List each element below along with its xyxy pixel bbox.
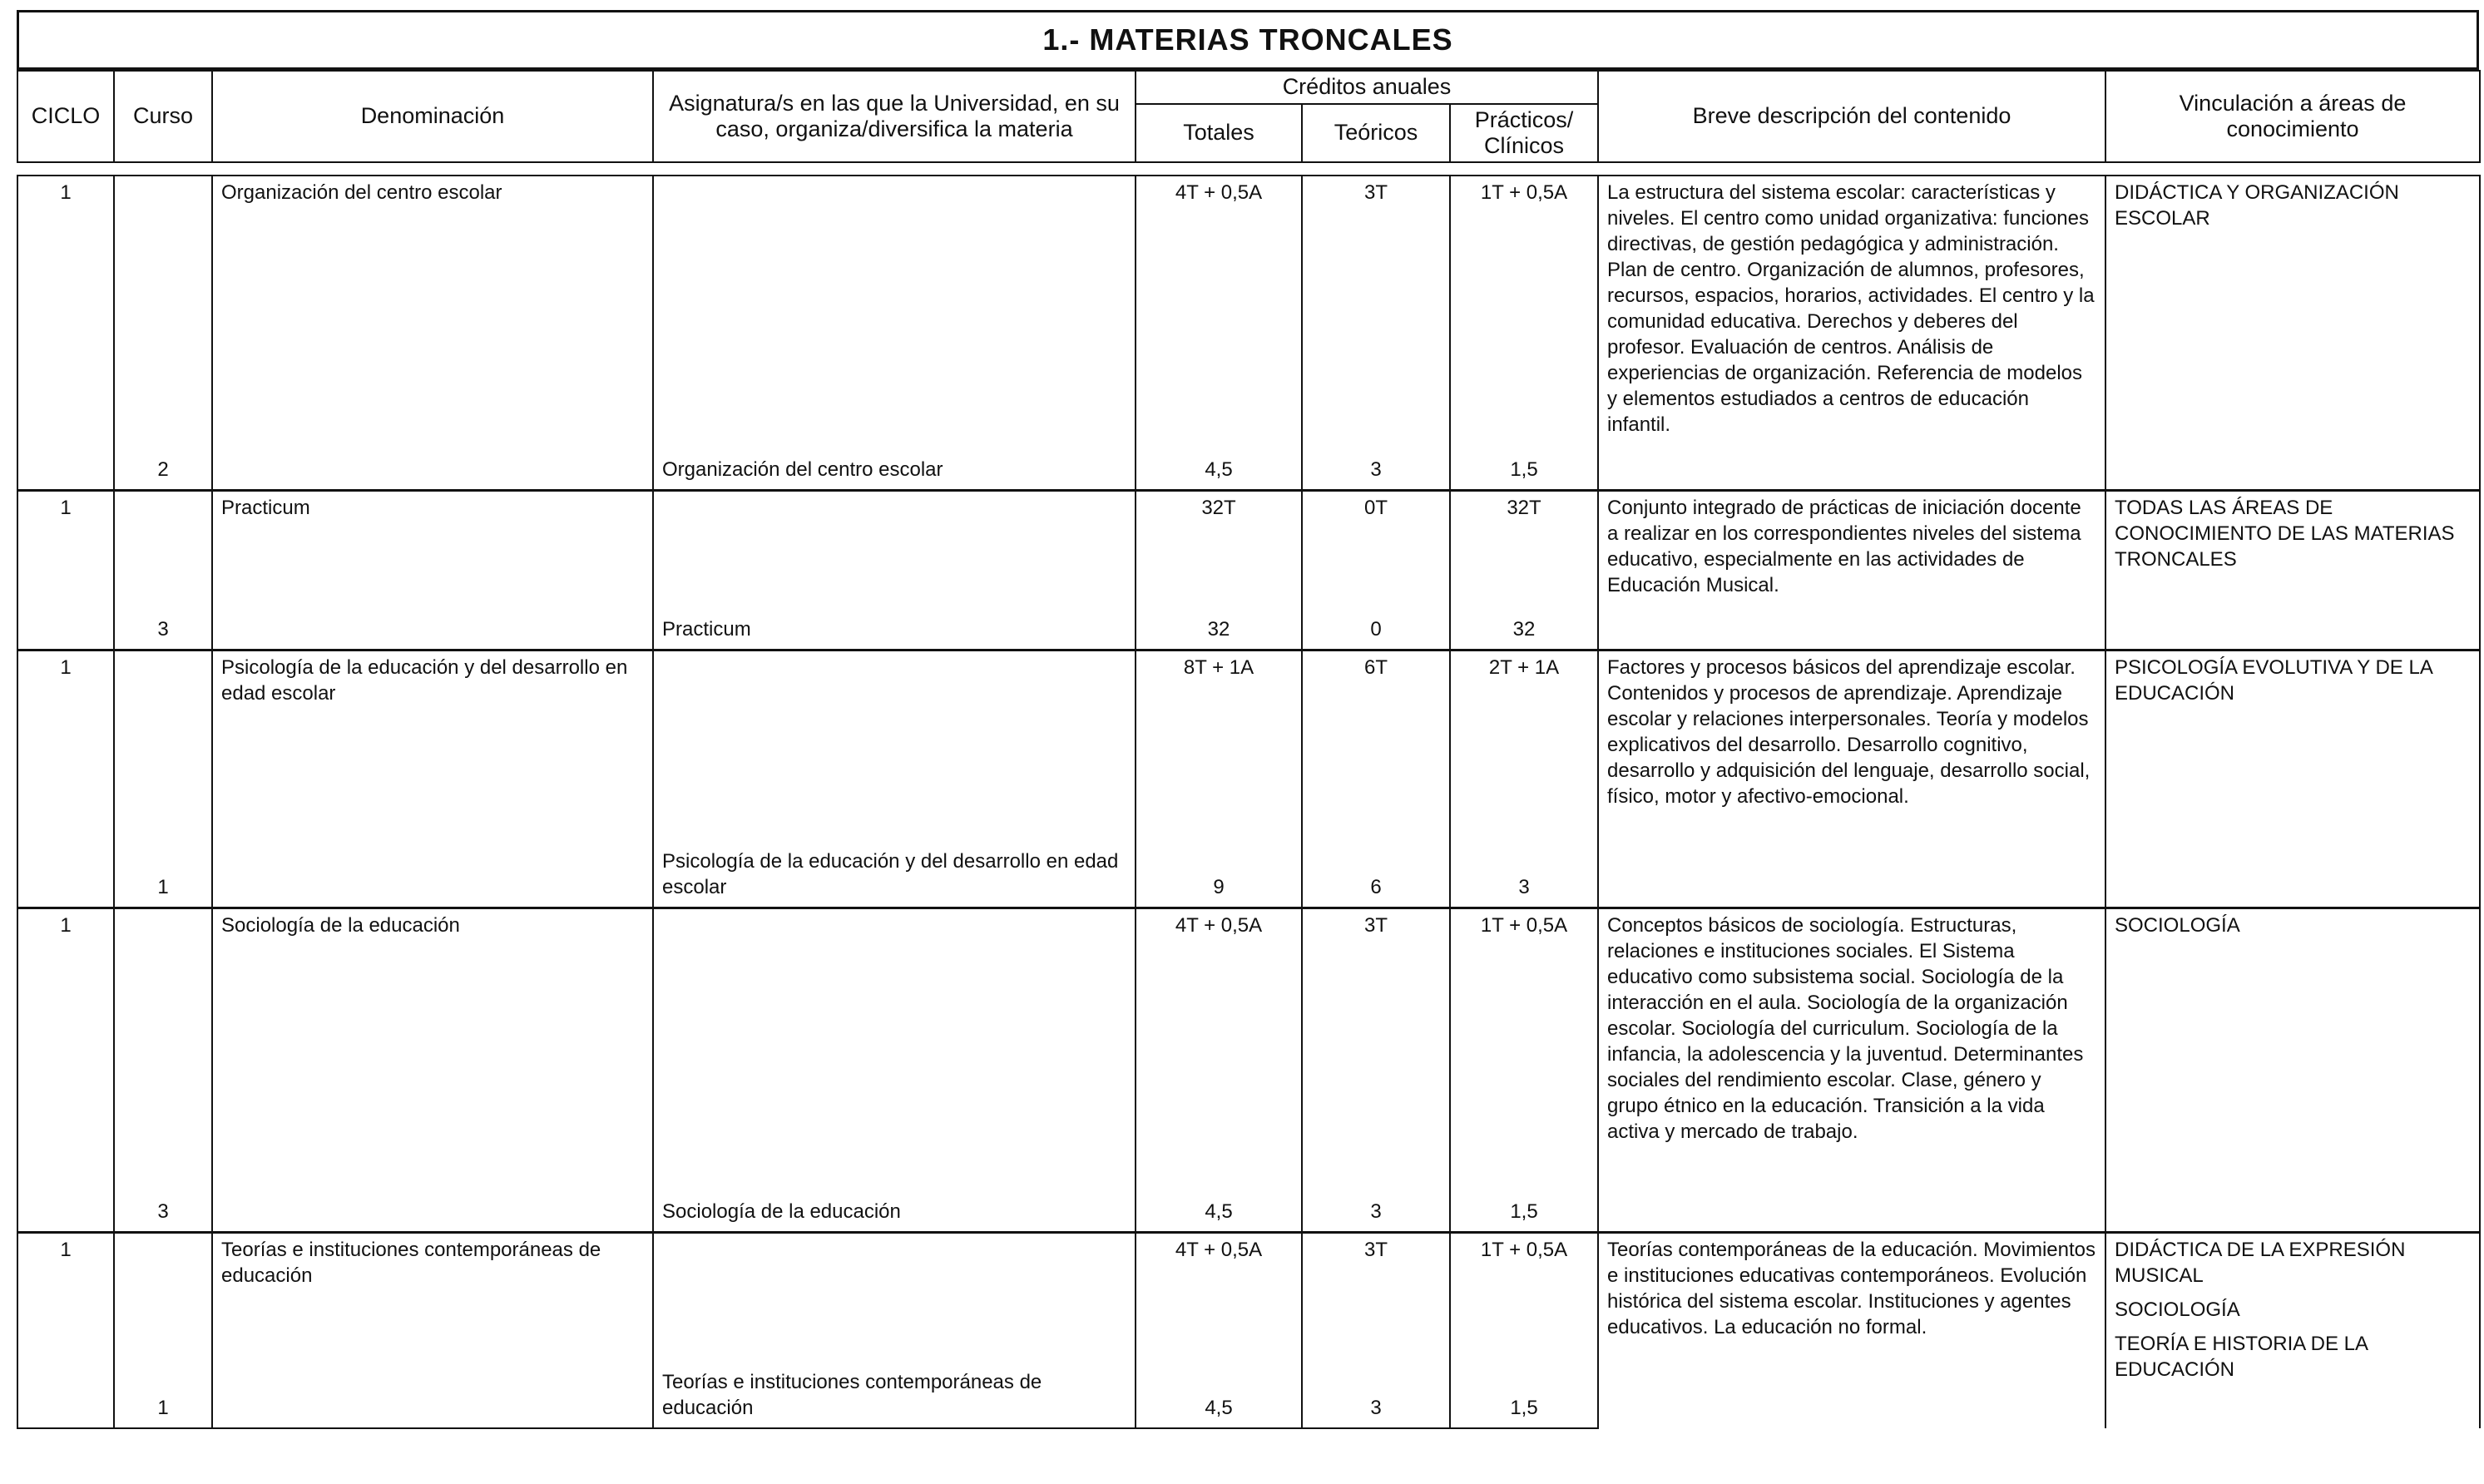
cell-curso-empty (114, 490, 212, 600)
header-vinculacion: Vinculación a áreas de conocimiento (2105, 71, 2480, 162)
cell-asignatura-empty (653, 490, 1136, 600)
cell-ciclo-empty (17, 841, 114, 908)
cell-totales-top: 32T (1136, 490, 1302, 600)
cell-practicos: 32 (1450, 600, 1598, 650)
cell-teoricos: 3 (1302, 1182, 1450, 1232)
cell-descripcion: Conjunto integrado de prácticas de iniciación docente a realizar en los correspondientes niveles del sistema educativo, especialmente en las actividades de Educación Musical. (1598, 490, 2105, 650)
cell-teoricos-top: 6T (1302, 650, 1450, 841)
cell-teoricos-top: 3T (1302, 908, 1450, 1182)
cell-practicos-top: 1T + 0,5A (1450, 176, 1598, 440)
area-label: PSICOLOGÍA EVOLUTIVA Y DE LA EDUCACIÓN (2115, 655, 2432, 705)
cell-practicos-top: 2T + 1A (1450, 650, 1598, 841)
cell-curso: 1 (114, 1365, 212, 1428)
cell-ciclo: 1 (17, 176, 114, 440)
cell-teoricos: 6 (1302, 841, 1450, 908)
cell-totales: 9 (1136, 841, 1302, 908)
area-label: DIDÁCTICA Y ORGANIZACIÓN ESCOLAR (2115, 181, 2399, 230)
cell-descripcion: Factores y procesos básicos del aprendizaje escolar. Contenidos y procesos de aprendizaje. Aprendizaje escolar y relaciones interpersonales. Teoría y modelos explicativos del desarrollo. Desarrollo cognitivo, desarrollo y adquisición del lenguaje, desarrollo social, físico, motor y afectivo-emocional. (1598, 650, 2105, 908)
cell-teoricos: 3 (1302, 440, 1450, 490)
cell-curso: 2 (114, 440, 212, 490)
cell-asignatura: Psicología de la educación y del desarrollo en edad escolar (653, 841, 1136, 908)
cell-practicos-top: 32T (1450, 490, 1598, 600)
header-creditos: Créditos anuales (1136, 71, 1598, 104)
page-title: 1.- MATERIAS TRONCALES (17, 10, 2479, 70)
cell-curso-empty (114, 1232, 212, 1365)
cell-areas (2105, 490, 2480, 650)
cell-areas (2105, 176, 2480, 490)
cell-asignatura-empty (653, 908, 1136, 1182)
cell-ciclo: 1 (17, 650, 114, 841)
cell-practicos: 3 (1450, 841, 1598, 908)
header-descripcion: Breve descripción del contenido (1598, 71, 2105, 162)
cell-teoricos-top: 0T (1302, 490, 1450, 600)
cell-asignatura: Sociología de la educación (653, 1182, 1136, 1232)
cell-curso-empty (114, 176, 212, 440)
cell-ciclo: 1 (17, 490, 114, 600)
cell-ciclo-empty (17, 600, 114, 650)
header-curso: Curso (114, 71, 212, 162)
cell-asignatura-empty (653, 650, 1136, 841)
cell-areas (2105, 1232, 2480, 1428)
cell-teoricos: 0 (1302, 600, 1450, 650)
cell-asignatura-empty (653, 1232, 1136, 1365)
cell-denominacion-empty (212, 1182, 653, 1232)
cell-curso: 1 (114, 841, 212, 908)
cell-areas (2105, 650, 2480, 908)
cell-descripcion: La estructura del sistema escolar: características y niveles. El centro como unidad organizativa: funciones directivas, de gestión pedagógica y administración. Plan de centro. Organización de alumnos, profesores, recursos, espacios, horarios, actividades. El centro y la comunidad educativa. Derechos y deberes del profesor. Evaluación de centros. Análisis de experiencias de organización. Referencia de modelos y elementos estudiados a centros de educación infantil. (1598, 176, 2105, 490)
header-asignaturas: Asignatura/s en las que la Universidad, en su caso, organiza/diversifica la materia (653, 71, 1136, 162)
cell-practicos: 1,5 (1450, 1182, 1598, 1232)
header-practicos: Prácticos/ Clínicos (1450, 104, 1598, 162)
cell-denominacion-empty (212, 841, 653, 908)
cell-denominacion-empty (212, 1365, 653, 1428)
cell-practicos-top: 1T + 0,5A (1450, 908, 1598, 1182)
area-label: SOCIOLOGÍA (2115, 913, 2240, 937)
cell-ciclo-empty (17, 1365, 114, 1428)
cell-practicos: 1,5 (1450, 1365, 1598, 1428)
cell-asignatura-empty (653, 176, 1136, 440)
cell-totales: 32 (1136, 600, 1302, 650)
table-row (17, 650, 2480, 841)
table-row (17, 490, 2480, 600)
cell-teoricos-top: 3T (1302, 176, 1450, 440)
cell-denominacion: Practicum (212, 490, 653, 600)
table-row (17, 908, 2480, 1182)
area-label: TEORÍA E HISTORIA DE LA EDUCACIÓN (2115, 1332, 2368, 1381)
cell-totales-top: 4T + 0,5A (1136, 908, 1302, 1182)
cell-teoricos: 3 (1302, 1365, 1450, 1428)
cell-ciclo: 1 (17, 1232, 114, 1365)
cell-totales-top: 8T + 1A (1136, 650, 1302, 841)
subjects-table (17, 175, 2481, 1429)
cell-practicos: 1,5 (1450, 440, 1598, 490)
cell-totales: 4,5 (1136, 440, 1302, 490)
area-label: DIDÁCTICA DE LA EXPRESIÓN MUSICAL (2115, 1238, 2406, 1287)
cell-totales: 4,5 (1136, 1365, 1302, 1428)
cell-totales: 4,5 (1136, 1182, 1302, 1232)
cell-curso: 3 (114, 1182, 212, 1232)
cell-asignatura: Organización del centro escolar (653, 440, 1136, 490)
cell-curso-empty (114, 650, 212, 841)
header-totales: Totales (1136, 104, 1302, 162)
cell-asignatura: Practicum (653, 600, 1136, 650)
table-header (17, 70, 2481, 163)
cell-ciclo-empty (17, 1182, 114, 1232)
table-row (17, 176, 2480, 440)
cell-areas (2105, 908, 2480, 1232)
cell-totales-top: 4T + 0,5A (1136, 1232, 1302, 1365)
cell-totales-top: 4T + 0,5A (1136, 176, 1302, 440)
cell-asignatura: Teorías e instituciones contemporáneas de educación (653, 1365, 1136, 1428)
area-label: SOCIOLOGÍA (2115, 1298, 2240, 1321)
cell-denominacion: Psicología de la educación y del desarrollo en edad escolar (212, 650, 653, 841)
cell-denominacion-empty (212, 440, 653, 490)
cell-denominacion: Sociología de la educación (212, 908, 653, 1182)
cell-descripcion: Teorías contemporáneas de la educación. Movimientos e instituciones educativas contemporáneos. Evolución histórica del sistema escolar. Instituciones y agentes educativos. La educación no formal. (1598, 1232, 2105, 1428)
cell-denominacion-empty (212, 600, 653, 650)
cell-denominacion: Organización del centro escolar (212, 176, 653, 440)
cell-denominacion: Teorías e instituciones contemporáneas de educación (212, 1232, 653, 1365)
cell-ciclo: 1 (17, 908, 114, 1182)
header-ciclo: CICLO (17, 71, 114, 162)
cell-curso-empty (114, 908, 212, 1182)
cell-descripcion: Conceptos básicos de sociología. Estructuras, relaciones e instituciones sociales. El Sistema educativo como subsistema social. Sociología de la interacción en el aula. Sociología de la organización escolar. Sociología del curriculum. Sociología de la infancia, la adolescencia y la juventud. Determinantes sociales del rendimiento escolar. Clase, género y grupo étnico en la educación. Transición a la vida activa y mercado de trabajo. (1598, 908, 2105, 1232)
cell-teoricos-top: 3T (1302, 1232, 1450, 1365)
header-teoricos: Teóricos (1302, 104, 1450, 162)
cell-curso: 3 (114, 600, 212, 650)
cell-ciclo-empty (17, 440, 114, 490)
table-row (17, 1232, 2480, 1365)
header-denominacion: Denominación (212, 71, 653, 162)
area-label: TODAS LAS ÁREAS DE CONOCIMIENTO DE LAS MATERIAS TRONCALES (2115, 496, 2455, 571)
cell-practicos-top: 1T + 0,5A (1450, 1232, 1598, 1365)
